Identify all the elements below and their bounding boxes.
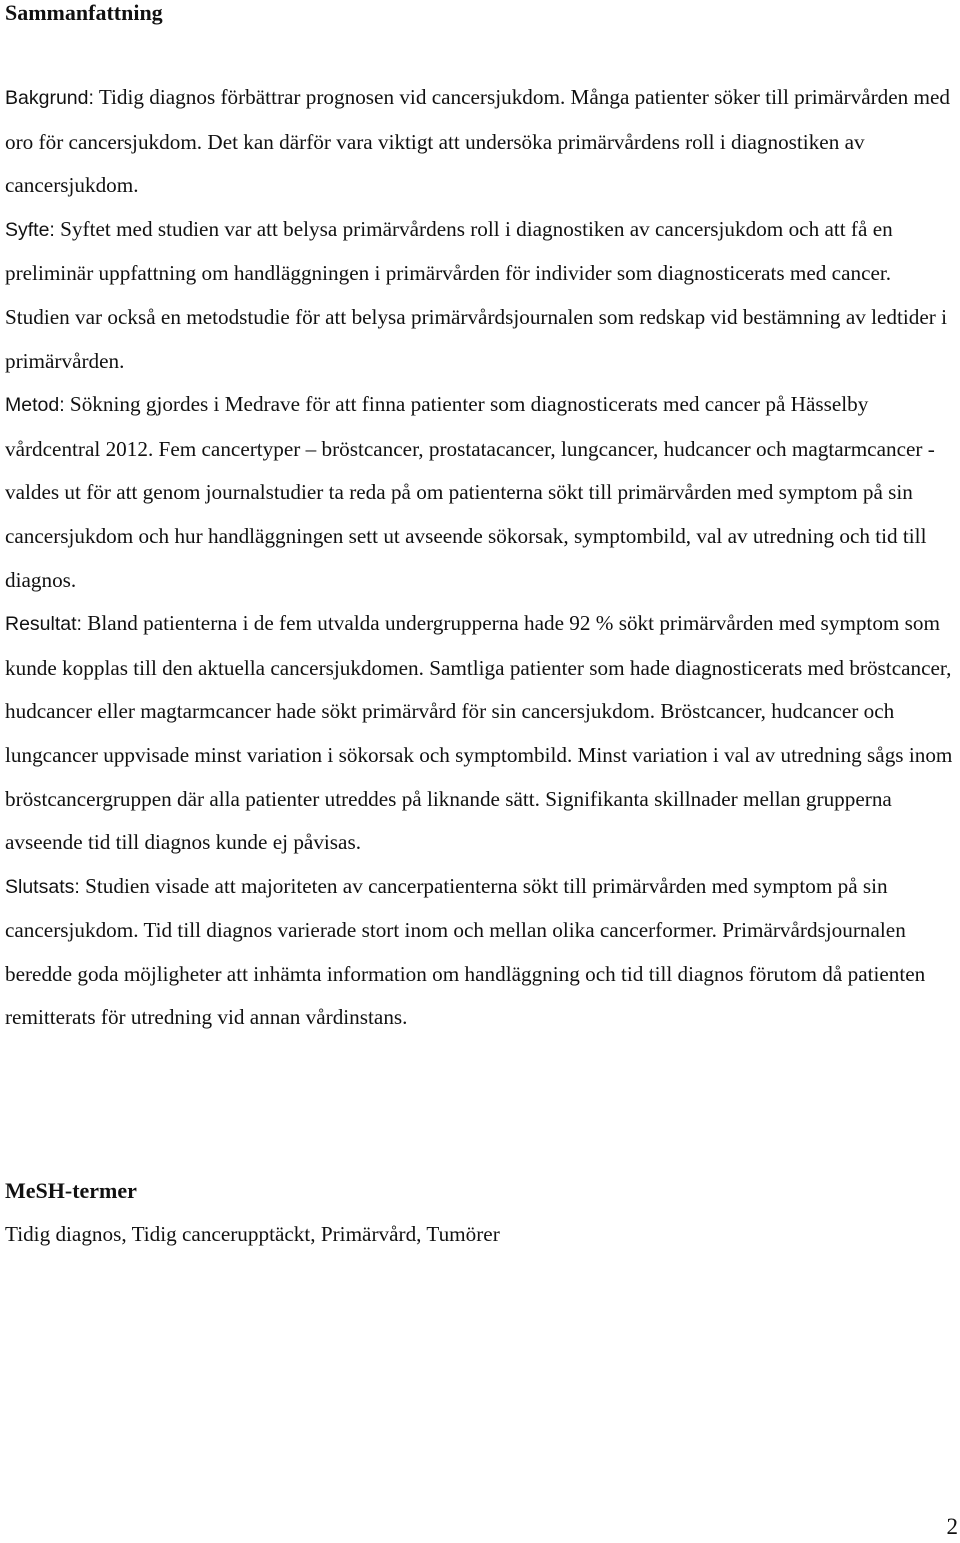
summary-heading: Sammanfattning bbox=[5, 0, 163, 25]
mesh-heading: MeSH-termer bbox=[5, 1178, 137, 1203]
section-label-results: Resultat: bbox=[5, 613, 82, 636]
section-label-method: Metod: bbox=[5, 394, 65, 417]
section-label-conclusion: Slutsats: bbox=[5, 875, 80, 898]
section-text-background: Tidig diagnos förbättrar prognosen vid cancersjukdom. Många patienter söker till primärvården med oro för cancersjukdom. Det kan därför vara viktigt att undersöka primärvårdens roll i diagnostiken av cancersjukdom. bbox=[5, 85, 951, 198]
section-conclusion bbox=[5, 865, 960, 1040]
section-text-method: Sökning gjordes i Medrave för att finna patienter som diagnosticerats med cancer på Hässelby vårdcentral 2012. Fem cancertyper – bröstcancer, prostatacancer, lungcancer, hudcancer och magtarmcancer - valdes ut för att genom journalstudier ta reda på om patienterna sökt till primärvården med symptom på sin cancersjukdom och hur handläggningen sett ut avseende sökorsak, symptombild, val av utredning och tid till diagnos. bbox=[5, 392, 935, 592]
section-background bbox=[5, 76, 960, 208]
section-method bbox=[5, 383, 960, 602]
section-text-conclusion: Studien visade att majoriteten av cancerpatienterna sökt till primärvården med symptom på sin cancersjukdom. Tid till diagnos varierade stort inom och mellan olika cancerformer. Primärvårdsjournalen beredde goda möjligheter att inhämta information om handläggning och tid till diagnos förutom då patienten remitterats för utredning vid annan vårdinstans. bbox=[5, 873, 926, 1030]
page-number: 2 bbox=[946, 1514, 958, 1539]
mesh-terms: Tidig diagnos, Tidig cancerupptäckt, Primärvård, Tumörer bbox=[5, 1222, 500, 1246]
section-results bbox=[5, 602, 960, 865]
section-aim bbox=[5, 208, 960, 383]
section-label-background: Bakgrund: bbox=[5, 87, 94, 109]
section-text-aim: Syftet med studien var att belysa primärvårdens roll i diagnostiken av cancersjukdom och att få en preliminär uppfattning om handläggningen i primärvården för individer som diagnosticerats med cancer. Studien var också en metodstudie för att belysa primärvårdsjournalen som redskap vid bestämning av ledtider i primärvården. bbox=[5, 216, 948, 373]
section-text-results: Bland patienterna i de fem utvalda undergrupperna hade 92 % sökt primärvården med symptom som kunde kopplas till den aktuella cancersjukdomen. Samtliga patienter som hade diagnosticerats med bröstcancer, hudcancer eller magtarmcancer hade sökt primärvård för sin cancersjukdom. Bröstcancer, hudcancer och lungcancer uppvisade minst variation i sökorsak och symptombild. Minst variation i val av utredning sågs inom bröstcancergruppen där alla patienter utreddes på liknande sätt. Signifikanta skillnader mellan grupperna avseende tid till diagnos kunde ej påvisas. bbox=[5, 611, 953, 855]
section-label-aim: Syfte: bbox=[5, 218, 55, 241]
abstract-body bbox=[5, 76, 960, 1040]
